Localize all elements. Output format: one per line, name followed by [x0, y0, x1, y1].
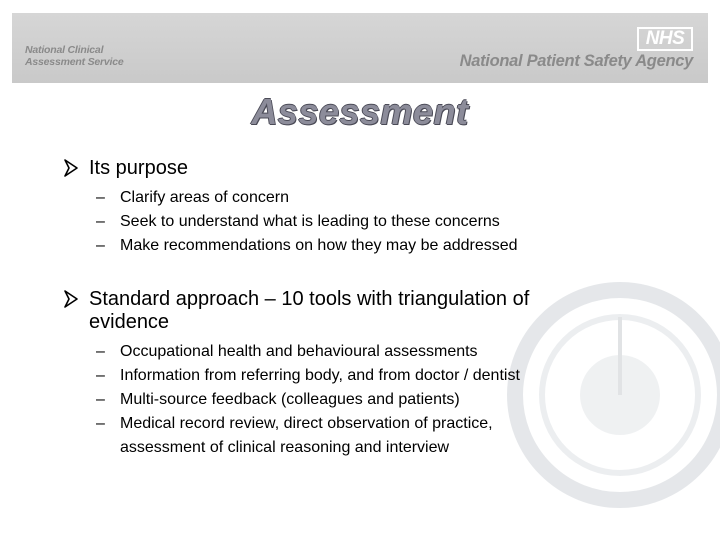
- ncas-logo-line2: Assessment Service: [25, 56, 124, 68]
- list-item: – Information from referring body, and from doctor / dentist: [96, 367, 520, 384]
- arrow-bullet-icon: [63, 158, 79, 178]
- list-item-continuation: assessment of clinical reasoning and interview: [120, 439, 450, 456]
- purpose-list: [63, 186, 663, 258]
- slide-body: [63, 157, 663, 460]
- list-item: – Clarify areas of concern: [96, 189, 289, 206]
- list-item: – Make recommendations on how they may be addressed: [96, 237, 518, 254]
- bullet-purpose: [63, 157, 663, 180]
- bullet-purpose-text: Its purpose: [89, 157, 188, 179]
- list-item: – Medical record review, direct observation of practice, assessment of clinical reasoning and interview: [96, 415, 493, 456]
- bullet-approach-line1: Standard approach – 10 tools with triangulation of: [89, 288, 530, 310]
- slide-title: Assessment: [251, 91, 469, 132]
- list-item: – Multi-source feedback (colleagues and patients): [96, 391, 460, 408]
- nhs-logo: NHS: [637, 27, 693, 51]
- ncas-logo-line1: National Clinical: [25, 44, 104, 56]
- bullet-approach: [63, 288, 663, 334]
- bullet-approach-line2: evidence: [89, 311, 170, 333]
- arrow-bullet-icon: [63, 289, 79, 309]
- list-item: – Seek to understand what is leading to these concerns: [96, 213, 500, 230]
- npsa-logo-text: National Patient Safety Agency: [459, 52, 693, 70]
- list-item: – Occupational health and behavioural assessments: [96, 343, 478, 360]
- ncas-logo: [25, 44, 124, 68]
- approach-list: [63, 340, 663, 460]
